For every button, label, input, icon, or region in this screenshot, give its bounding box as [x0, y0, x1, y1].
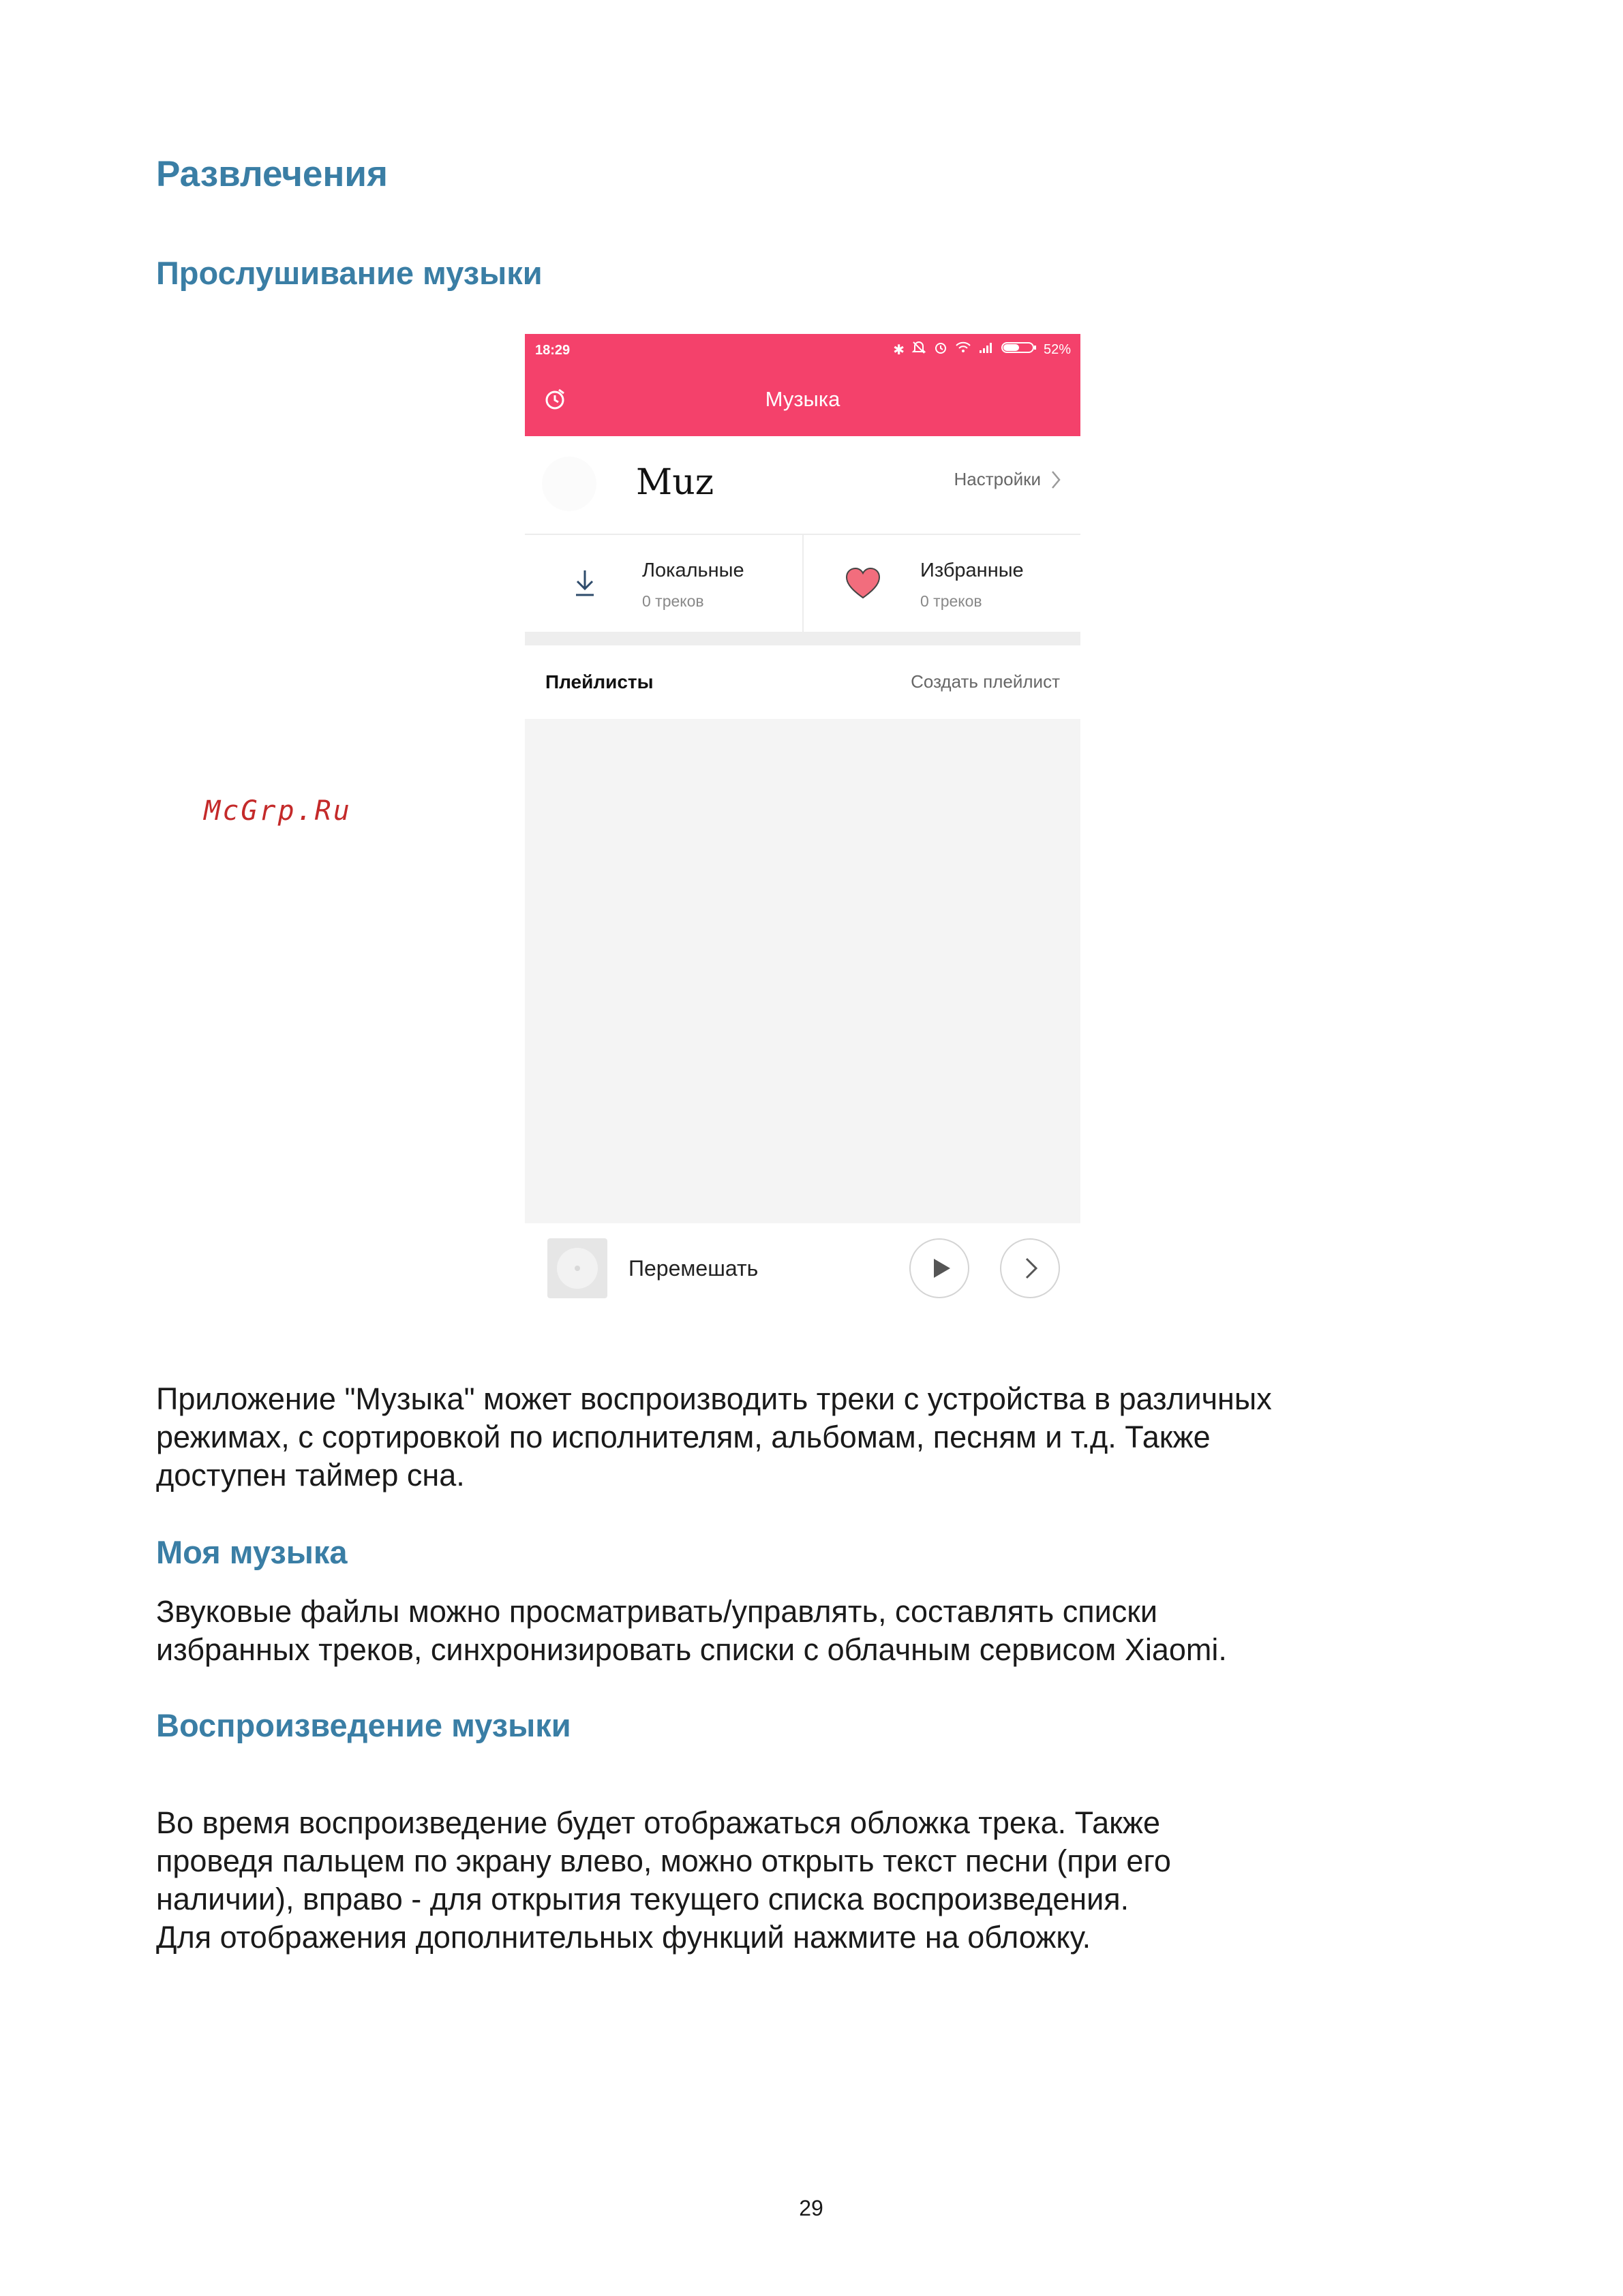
- text-line: проведя пальцем по экрану влево, можно открыть текст песни (при его: [156, 1843, 1171, 1878]
- settings-label: Настройки: [954, 469, 1041, 489]
- watermark: McGrp.Ru: [204, 795, 352, 827]
- shuffle-label[interactable]: Перемешать: [628, 1256, 759, 1281]
- text-line: наличии), вправо - для открытия текущего списка воспроизведения.: [156, 1882, 1129, 1916]
- tile-local-count: 0 треков: [642, 592, 704, 610]
- page-number: 29: [799, 2196, 823, 2220]
- text-line: избранных треков, синхронизировать списки с облачным сервисом Xiaomi.: [156, 1632, 1227, 1667]
- status-icons: [893, 341, 1071, 358]
- app-title: Музыка: [765, 387, 840, 411]
- settings-link[interactable]: [954, 469, 1062, 490]
- playlists-title: Плейлисты: [545, 671, 654, 692]
- section-heading-entertainment: Развлечения: [156, 154, 388, 194]
- divider-band: [525, 632, 1080, 645]
- wifi-icon: [955, 341, 971, 358]
- text-line: режимах, с сортировкой по исполнителям, альбомам, песням и т.д. Также: [156, 1420, 1211, 1454]
- battery-icon: [1001, 341, 1037, 358]
- music-app-screenshot: [525, 334, 1080, 1313]
- heart-icon: [844, 565, 882, 603]
- chevron-right-icon: [1050, 470, 1061, 490]
- text-line: Во время воспроизведение будет отображаться обложка трека. Также: [156, 1805, 1160, 1840]
- download-icon: [566, 565, 604, 603]
- disc-hole: [575, 1266, 580, 1271]
- mini-player: [525, 1223, 1080, 1313]
- text-line: Для отображения дополнительных функций нажмите на обложку.: [156, 1920, 1091, 1955]
- play-button[interactable]: [909, 1238, 969, 1298]
- mute-icon: [911, 340, 926, 359]
- playlists-header: [525, 645, 1080, 719]
- avatar[interactable]: [542, 457, 596, 511]
- signal-icon: [978, 341, 995, 358]
- bluetooth-icon: ✱: [893, 342, 905, 358]
- tile-favorites[interactable]: [803, 535, 1080, 632]
- tile-favorites-label: Избранные: [920, 560, 1024, 581]
- battery-percent: 52%: [1043, 341, 1071, 357]
- profile-row[interactable]: [525, 436, 1080, 535]
- text-line: Звуковые файлы можно просматривать/управлять, составлять списки: [156, 1594, 1158, 1629]
- text-line: Приложение "Музыка" может воспроизводить треки с устройства в различных: [156, 1381, 1272, 1416]
- next-button[interactable]: [1000, 1238, 1060, 1298]
- my-music-paragraph: [156, 1593, 1227, 1669]
- subheading-listening-music: Прослушивание музыки: [156, 255, 543, 291]
- tile-favorites-count: 0 треков: [920, 592, 982, 610]
- play-icon: [911, 1240, 968, 1297]
- playback-paragraph: [156, 1804, 1171, 1957]
- app-header: [525, 334, 1080, 436]
- playlists-empty-area: [525, 719, 1080, 1223]
- create-playlist-button[interactable]: Создать плейлист: [911, 671, 1060, 692]
- profile-name: Muz: [636, 462, 714, 503]
- library-tiles: [525, 535, 1080, 632]
- album-cover[interactable]: [547, 1238, 607, 1298]
- tile-local-label: Локальные: [642, 560, 744, 581]
- subheading-playback: Воспроизведение музыки: [156, 1707, 571, 1743]
- text-line: доступен таймер сна.: [156, 1458, 465, 1493]
- chevron-right-icon: [1001, 1240, 1059, 1297]
- status-time: 18:29: [535, 343, 571, 358]
- alarm-icon: [933, 340, 948, 359]
- tile-local[interactable]: [525, 535, 804, 632]
- subheading-my-music: Моя музыка: [156, 1534, 348, 1570]
- intro-paragraph: [156, 1380, 1272, 1495]
